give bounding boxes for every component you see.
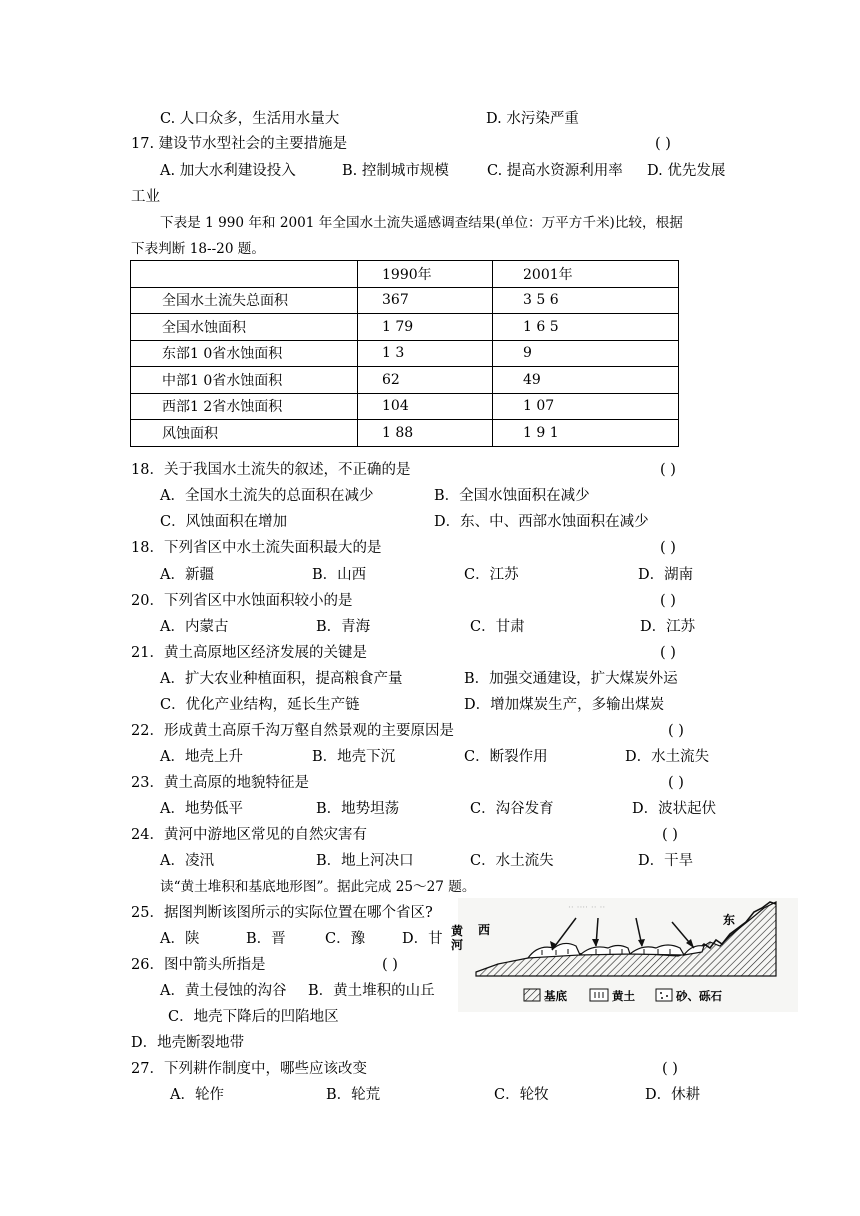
table-intro-line1: 下表是 1 990 年和 2001 年全国水土流失遥感调查结果(单位：万平方千米)比较，根据 (160, 215, 683, 231)
legend-gravel-swatch (656, 989, 672, 1001)
legend (524, 989, 722, 1003)
option-a: A．轮作 (170, 1087, 224, 1103)
option-d: D．水土流失 (625, 749, 710, 765)
question-21-stem: 21．黄土高原地区经济发展的关键是 (131, 645, 367, 661)
option-c: C．断裂作用 (464, 749, 548, 765)
option-d: D．甘 (402, 931, 443, 947)
table-cell: 1 88 (358, 420, 493, 447)
option-b: B．全国水蚀面积在减少 (434, 488, 590, 504)
table-row (131, 340, 679, 367)
answer-bracket: ( ) (668, 723, 684, 739)
option-b: B．青海 (316, 619, 371, 635)
table-cell: 104 (358, 393, 493, 420)
option-a: A．新疆 (160, 567, 214, 583)
option-a: A．凌汛 (160, 853, 214, 869)
table-header-row (131, 261, 679, 288)
erosion-table (130, 260, 679, 447)
question-17-stem: 17. 建设节水型社会的主要措施是 (131, 136, 348, 152)
loess-terrain-figure (451, 898, 798, 1012)
answer-bracket: ( ) (660, 540, 676, 556)
answer-bracket: ( ) (662, 1061, 678, 1077)
legend-gravel-label: 砂、砾石 (676, 989, 722, 1003)
figure-instruction: 读“黄土堆积和基底地形图”。据此完成 25～27 题。 (160, 879, 476, 895)
answer-bracket: ( ) (662, 827, 678, 843)
loess-mound (630, 945, 684, 955)
option-b: B．地壳下沉 (312, 749, 396, 765)
table-cell: 1 07 (493, 393, 679, 420)
question-25-stem: 25．据图判断该图所示的实际位置在哪个省区? (131, 905, 433, 921)
table-cell: 9 (493, 340, 679, 367)
table-cell: 1 9 1 (493, 420, 679, 447)
option-c: C．豫 (325, 931, 366, 947)
table-cell: 中部1 0省水蚀面积 (131, 367, 358, 394)
option-d: D．江苏 (640, 619, 696, 635)
option-d: D．波状起伏 (632, 801, 717, 817)
option-c: C．地壳下降后的凹陷地区 (168, 1009, 339, 1025)
table-header-cell: 1990年 (358, 261, 493, 288)
table-header-cell (131, 261, 358, 288)
question-26-stem: 26．图中箭头所指是 (131, 957, 266, 973)
table-cell: 3 5 6 (493, 287, 679, 314)
option-a: A．内蒙古 (160, 619, 229, 635)
table-cell: 全国水土流失总面积 (131, 287, 358, 314)
option-b: B．晋 (246, 931, 286, 947)
option-d: D．增加煤炭生产，多输出煤炭 (464, 697, 665, 713)
table-row (131, 287, 679, 314)
legend-bedrock-label: 基底 (544, 989, 567, 1003)
option-d: D．休耕 (645, 1087, 701, 1103)
option-b: B．加强交通建设，扩大煤炭外运 (464, 671, 678, 687)
option-b: B．轮荒 (326, 1087, 381, 1103)
question-18-stem: 18．关于我国水土流失的叙述，不正确的是 (131, 462, 411, 478)
table-row (131, 367, 679, 394)
answer-bracket: ( ) (655, 136, 671, 152)
table-row (131, 420, 679, 447)
option-a: A．地壳上升 (160, 749, 243, 765)
option-a: A．全国水土流失的总面积在减少 (160, 488, 374, 504)
table-cell: 49 (493, 367, 679, 394)
table-cell: 东部1 0省水蚀面积 (131, 340, 358, 367)
option-d: D. 优先发展 (647, 163, 726, 179)
table-cell: 1 6 5 (493, 314, 679, 341)
question-20-stem: 20．下列省区中水蚀面积较小的是 (131, 593, 353, 609)
legend-loess-label: 黄土 (612, 989, 635, 1003)
option-c: C．沟谷发育 (470, 801, 554, 817)
option-c: C. 人口众多，生活用水量大 (160, 111, 340, 127)
answer-bracket: ( ) (660, 645, 676, 661)
option-a: A．黄土侵蚀的沟谷 (160, 983, 287, 999)
table-cell: 风蚀面积 (131, 420, 358, 447)
option-d-wrap: 工业 (131, 189, 160, 205)
option-c: C．甘肃 (470, 619, 525, 635)
option-b: B．黄土堆积的山丘 (308, 983, 435, 999)
table-cell: 全国水蚀面积 (131, 314, 358, 341)
option-b: B．地上河决口 (316, 853, 414, 869)
river-label: 黄 (451, 924, 464, 938)
table-cell: 62 (358, 367, 493, 394)
table-row (131, 314, 679, 341)
option-b: B. 控制城市规模 (342, 163, 449, 179)
table-row (131, 393, 679, 420)
option-b: B．地势坦荡 (316, 801, 400, 817)
table-cell: 367 (358, 287, 493, 314)
option-d: D．地壳断裂地带 (131, 1035, 245, 1051)
option-a: A．陕 (160, 931, 200, 947)
option-c: C．水土流失 (470, 853, 554, 869)
answer-bracket: ( ) (668, 775, 684, 791)
table-intro-line2: 下表判断 18--20 题。 (131, 241, 265, 257)
answer-bracket: ( ) (382, 957, 398, 973)
table-header-cell: 2001年 (493, 261, 679, 288)
question-27-stem: 27．下列耕作制度中，哪些应该改变 (131, 1061, 367, 1077)
legend-bedrock-swatch (524, 989, 540, 1001)
answer-bracket: ( ) (660, 462, 676, 478)
question-24-stem: 24．黄河中游地区常见的自然灾害有 (131, 827, 367, 843)
option-d: D．干旱 (638, 853, 694, 869)
option-a: A．地势低平 (160, 801, 243, 817)
east-label: 东 (723, 913, 736, 927)
terrain-diagram (451, 898, 798, 1012)
table-cell: 1 79 (358, 314, 493, 341)
west-label: 西 (478, 923, 491, 937)
option-c: C．风蚀面积在增加 (160, 514, 288, 530)
option-b: B．山西 (312, 567, 367, 583)
question-23-stem: 23．黄土高原的地貌特征是 (131, 775, 309, 791)
option-c: C．优化产业结构，延长生产链 (160, 697, 360, 713)
question-19-stem: 18．下列省区中水土流失面积最大的是 (131, 540, 382, 556)
option-d: D. 水污染严重 (486, 111, 579, 127)
faint-bleedthrough: ·· ···· ·· ·· (568, 903, 606, 913)
option-c: C．江苏 (464, 567, 519, 583)
option-d: D．湖南 (638, 567, 694, 583)
option-a: A. 加大水利建设投入 (160, 163, 296, 179)
table-cell: 西部1 2省水蚀面积 (131, 393, 358, 420)
option-c: C．轮牧 (494, 1087, 549, 1103)
table-cell: 1 3 (358, 340, 493, 367)
option-d: D．东、中、西部水蚀面积在减少 (434, 514, 649, 530)
option-a: A．扩大农业种植面积，提高粮食产量 (160, 671, 403, 687)
river-label: 河 (451, 938, 464, 952)
answer-bracket: ( ) (660, 593, 676, 609)
question-22-stem: 22．形成黄土高原千沟万壑自然景观的主要原因是 (131, 723, 454, 739)
option-c: C. 提高水资源利用率 (487, 163, 623, 179)
